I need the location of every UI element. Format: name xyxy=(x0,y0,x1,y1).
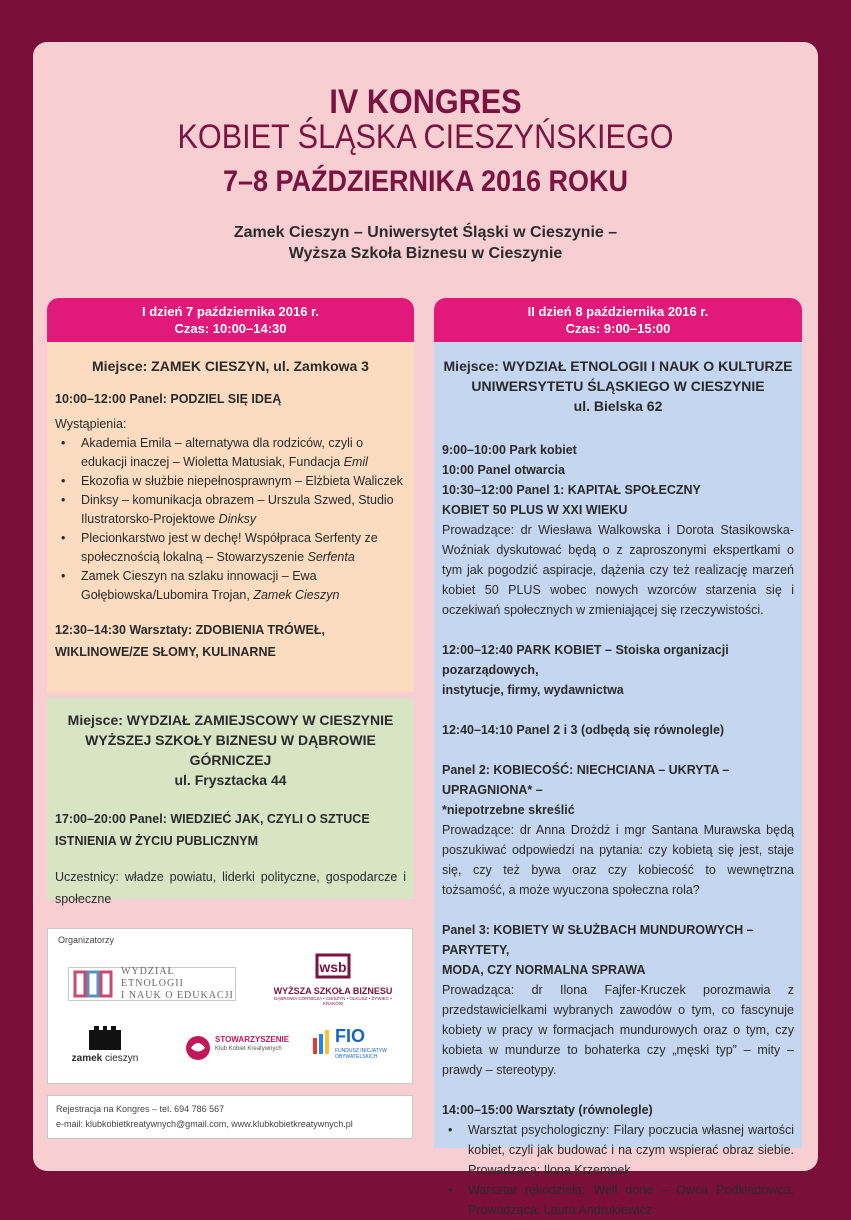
day1-place2-box xyxy=(47,698,414,906)
day2-heading-line3: ul. Bielska 62 xyxy=(573,398,663,414)
day2-heading-line1: Miejsce: WYDZIAŁ ETNOLOGII I NAUK O KULTURZE xyxy=(443,358,793,374)
day1-place2-heading xyxy=(55,710,406,790)
workshop-line2: WIKLINOWE/ZE SŁOMY, KULINARNE xyxy=(55,645,276,659)
fio-bars-icon xyxy=(313,1030,331,1054)
registration-box xyxy=(47,1095,413,1139)
castle-icon xyxy=(85,1024,125,1050)
panel1-title-line2: KOBIET 50 PLUS W XXI WIEKU xyxy=(442,503,628,517)
place2-heading-line1: Miejsce: WYDZIAŁ ZAMIEJSCOWY W CIESZYNIE xyxy=(67,712,394,728)
panel2-title xyxy=(442,760,794,820)
park-stands-line1: 12:00–12:40 PARK KOBIET – Stoiska organizacji pozarządowych, xyxy=(442,643,729,677)
day2-title: II dzień 8 października 2016 r. xyxy=(527,304,709,319)
zamek-city: cieszyn xyxy=(105,1053,139,1064)
day2-heading xyxy=(442,356,794,416)
wydzial-line1: WYDZIAŁ ETNOLOGII xyxy=(121,966,184,989)
panel2-title-line2: *niepotrzebne skreślić xyxy=(442,803,575,817)
panel3-desc: Prowadząca: dr Ilona Fajfer-Kruczek porozmawia z przedstawicielkami wybranych zawodów o tym, co fascynuje kobiety w pracy w formacjach mundurowych oraz o tym, czy kobieta w mundurze to bohaterka czy „męski typ” – mity – prawdy – stereotypy. xyxy=(442,983,794,1077)
title-line2: KOBIET ŚLĄSKA CIESZYŃSKIEGO xyxy=(177,118,674,156)
stow-name: STOWARZYSZENIE xyxy=(215,1035,290,1044)
title-dates: 7–8 PAŹDZIERNIKA 2016 ROKU xyxy=(222,165,629,198)
stow-sub: Klub Kobiet Kreatywnych xyxy=(215,1046,282,1052)
list-item: • Akademia Emila – alternatywa dla rodziców, czyli o edukacji inaczej – Wioletta Matusiak, Fundacja Emil xyxy=(55,434,406,472)
panel2-line2: ISTNIENIA W ŻYCIU PUBLICZNYM xyxy=(55,834,259,848)
participants: Uczestnicy: władze powiatu, liderki polityczne, gospodarcze i społeczne xyxy=(55,870,406,906)
workshop-line1: 12:30–14:30 Warsztaty: ZDOBIENIA TRÓWEŁ, xyxy=(55,623,325,637)
list-item: • Zamek Cieszyn na szlaku innowacji – Ewa Gołębiowska/Lubomira Trojan, Zamek Cieszyn xyxy=(55,567,406,605)
day1-header xyxy=(47,298,414,342)
wydzial-icon xyxy=(73,969,113,999)
day2-time: Czas: 9:00–15:00 xyxy=(565,321,671,336)
day1-title: I dzień 7 października 2016 r. xyxy=(141,304,320,319)
day1-panel2 xyxy=(55,808,406,852)
day1-workshops xyxy=(55,619,406,663)
registration-contact: e-mail: klubkobietkreatywnych@gmail.com, www.klubkobietkreatywnych.pl xyxy=(56,1119,353,1129)
place2-heading-line2: WYŻSZEJ SZKOŁY BIZNESU W DĄBROWIE GÓRNICZEJ xyxy=(85,732,376,768)
organizers-label: Organizatorzy xyxy=(58,935,115,945)
day1-time: Czas: 10:00–14:30 xyxy=(174,321,287,336)
workshops-list xyxy=(442,1120,794,1220)
list-item: • Warsztat psychologiczny: Filary poczucia własnej wartości kobiet, czyli jak budować i na czym wspierać obraz siebie. Prowadząca: Ilona Krzempek xyxy=(442,1120,794,1180)
zamek-logo xyxy=(70,1024,140,1069)
list-item: • Warsztat rękodzieła: Well done – Owca Podkładowca. Prowadząca: Laura Andrukiewicz xyxy=(442,1180,794,1220)
registration-phone: Rejestracja na Kongres – tel. 694 786 567 xyxy=(56,1104,225,1114)
svg-text:wsb: wsb xyxy=(319,959,347,975)
fio-name: FIO xyxy=(335,1026,365,1046)
fio-logo xyxy=(313,1024,393,1074)
wydzial-logo xyxy=(68,967,236,1001)
list-item: • Dinksy – komunikacja obrazem – Urszula Szwed, Studio Ilustratorsko-Projektowe Dinksy xyxy=(55,491,406,529)
panel2-desc: Prowadzące: dr Anna Drożdż i mgr Santana Murawska będą poszukiwać odpowiedzi na pytania: czy kobietą się jest, staje się, czy też bywa oraz czy kobiecość to wewnętrzna tożsamość, a może wyuczona społeczna rola? xyxy=(442,823,794,897)
list-item: • Plecionkarstwo jest w dechę! Współpraca Serfenty ze społecznością lokalną – Stowarzyszenie Serfenta xyxy=(55,529,406,567)
session-park: 9:00–10:00 Park kobiet xyxy=(442,443,577,457)
stowarzyszenie-logo xyxy=(183,1029,303,1069)
title-line1: IV KONGRES xyxy=(329,83,522,121)
panels-2-3: 12:40–14:10 Panel 2 i 3 (odbędą się równolegle) xyxy=(442,723,725,737)
day1-place1-box xyxy=(47,342,414,692)
wydzial-text xyxy=(121,966,235,1002)
zamek-name: zamek xyxy=(71,1053,103,1064)
park-stands xyxy=(442,640,794,700)
panel3-title-line1: Panel 3: KOBIETY W SŁUŻBACH MUNDUROWYCH – PARYTETY, xyxy=(442,923,754,957)
wydzial-line2: I NAUK O EDUKACJI xyxy=(121,990,234,1001)
day1-panel-line: 10:00–12:00 Panel: PODZIEL SIĘ IDEĄ xyxy=(55,392,282,406)
wsb-logo xyxy=(273,949,393,1004)
wsb-sub: DĄBROWA GÓRNICZA • CIESZYN • OLKUSZ • ŻYWIEC • KRAKÓW xyxy=(274,996,392,1006)
wsb-icon xyxy=(313,949,353,979)
organizers-box xyxy=(47,928,413,1084)
talks-label: Wystąpienia: xyxy=(55,417,127,431)
fio-sub: FUNDUSZ INICJATYW OBYWATELSKICH xyxy=(335,1048,387,1060)
talks-list xyxy=(55,434,406,605)
panel2-line1: 17:00–20:00 Panel: WIEDZIEĆ JAK, CZYLI O SZTUCE xyxy=(55,812,370,826)
session-opening: 10:00 Panel otwarcia xyxy=(442,463,565,477)
day2-box xyxy=(434,342,802,1217)
day2-heading-line2: UNIWERSYTETU ŚLĄSKIEGO W CIESZYNIE xyxy=(471,378,765,394)
day2-header xyxy=(434,298,802,342)
venue-line2: Wyższa Szkoła Biznesu w Cieszynie xyxy=(288,245,563,262)
panel1-desc: Prowadzące: dr Wiesława Walkowska i Dorota Stasikowska-Woźniak dyskutować będą o z zaproszonymi ekspertkami o tym jak pogodzić aspiracje, dążenia czy też realizację marzeń kobiet 50 PLUS wobec nowych wzorców starzenia się i oczekiwań społecznych w zmieniającej się rzeczywistości. xyxy=(442,523,794,617)
venue-text xyxy=(0,222,851,264)
workshops-heading: 14:00–15:00 Warsztaty (równolegle) xyxy=(442,1103,653,1117)
stowarzyszenie-icon xyxy=(183,1033,213,1063)
venue-line1: Zamek Cieszyn – Uniwersytet Śląski w Cieszynie – xyxy=(233,224,618,241)
panel2-title-line1: Panel 2: KOBIECOŚĆ: NIECHCIANA – UKRYTA – UPRAGNIONA* – xyxy=(442,763,730,797)
place2-heading-line3: ul. Frysztacka 44 xyxy=(174,772,287,788)
wsb-name: WYŻSZA SZKOŁA BIZNESU xyxy=(273,986,393,996)
panel3-title xyxy=(442,920,794,980)
day1-place1-heading: Miejsce: ZAMEK CIESZYN, ul. Zamkowa 3 xyxy=(92,358,369,374)
panel1-title-line1: 10:30–12:00 Panel 1: KAPITAŁ SPOŁECZNY xyxy=(442,483,701,497)
panel3-title-line2: MODA, CZY NORMALNA SPRAWA xyxy=(442,963,646,977)
park-stands-line2: instytucje, firmy, wydawnictwa xyxy=(442,683,624,697)
panel1-title xyxy=(442,480,794,520)
list-item: • Ekozofia w służbie niepełnosprawnym – Elżbieta Waliczek xyxy=(55,472,406,491)
